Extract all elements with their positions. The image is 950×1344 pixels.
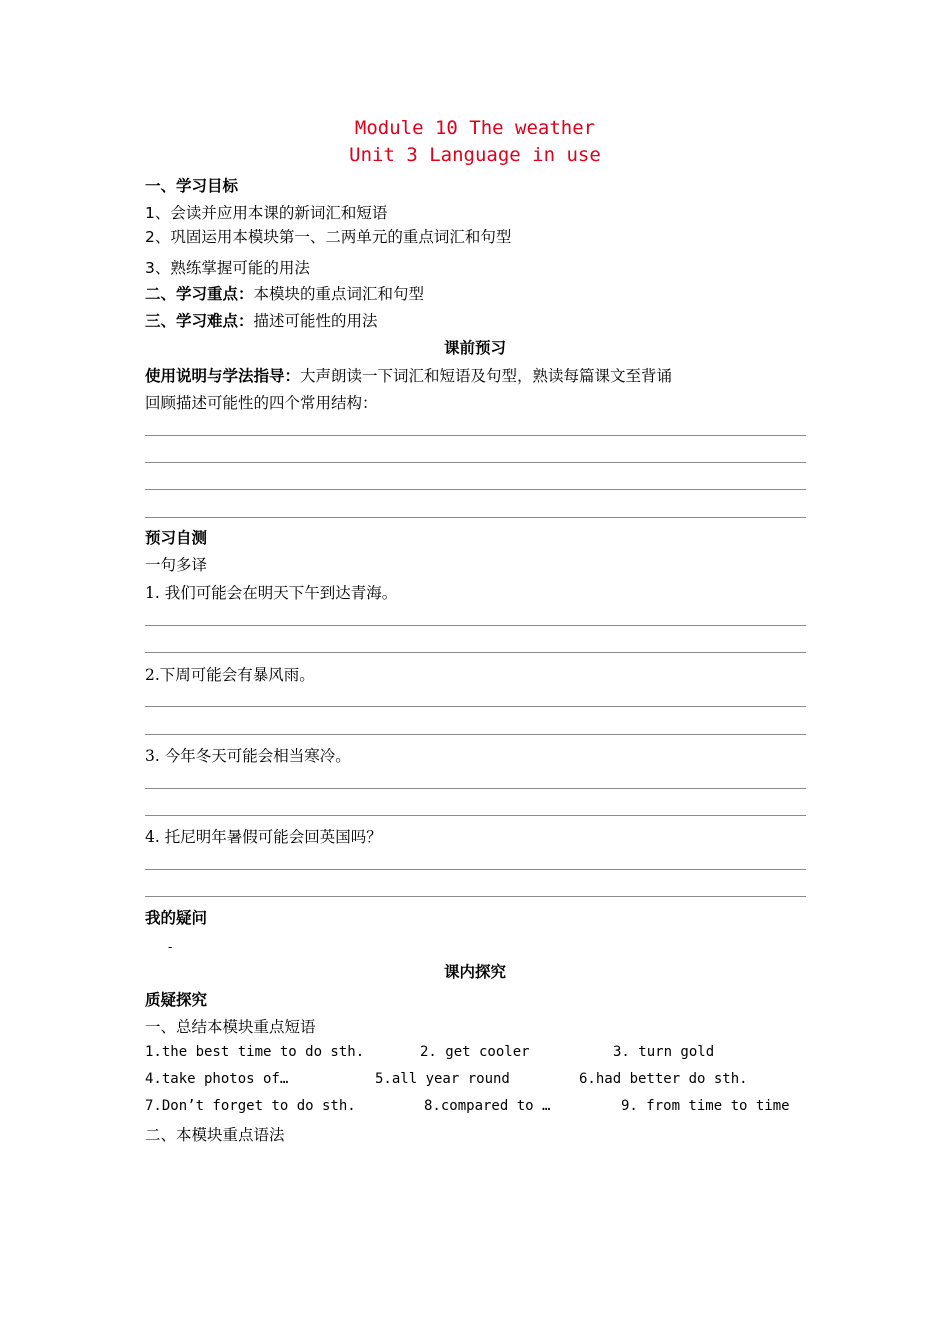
answer-line[interactable] xyxy=(145,869,806,870)
questions-dash: - xyxy=(168,940,173,954)
phrase-item: 8.compared to … xyxy=(424,1098,551,1114)
phrases-heading: 一、总结本模块重点短语 xyxy=(145,1018,316,1036)
module-title: Module 10 The weather xyxy=(354,117,596,139)
goals-heading: 一、学习目标 xyxy=(145,177,239,195)
item-text: 今年冬天可能会相当寒冷。 xyxy=(164,747,351,765)
item-number: 4. xyxy=(145,828,160,846)
answer-line[interactable] xyxy=(145,489,806,490)
instruction-label: 使用说明与学法指导： xyxy=(145,367,301,385)
item-number: 1. xyxy=(145,584,160,602)
phrase-item: 7.Don’t forget to do sth. xyxy=(145,1098,356,1114)
phrase-item: 6.had better do sth. xyxy=(579,1071,748,1087)
phrase-item: 3. turn gold xyxy=(613,1044,715,1060)
answer-line[interactable] xyxy=(145,652,806,653)
difficulties-text: 描述可能性的用法 xyxy=(253,312,378,330)
key-points-text: 本模块的重点词汇和句型 xyxy=(253,285,425,303)
difficulties xyxy=(145,309,378,331)
item-number: 2. xyxy=(145,666,160,684)
recall-prompt: 回顾描述可能性的四个常用结构： xyxy=(145,394,378,412)
answer-line[interactable] xyxy=(145,896,806,897)
answer-line[interactable] xyxy=(145,435,806,436)
translation-item-4 xyxy=(145,825,382,847)
translation-item-1 xyxy=(145,581,397,603)
in-class-heading: 课内探究 xyxy=(443,963,506,981)
grammar-heading: 二、本模块重点语法 xyxy=(145,1126,285,1144)
item-text: 我们可能会在明天下午到达青海。 xyxy=(164,584,398,602)
translation-item-3 xyxy=(145,744,351,766)
self-test-subheading: 一句多译 xyxy=(145,556,208,574)
goal-item: 2、巩固运用本模块第一、二两单元的重点词汇和句型 xyxy=(145,228,512,246)
questions-heading: 我的疑问 xyxy=(145,909,208,927)
in-class-subheading: 质疑探究 xyxy=(145,991,208,1009)
phrase-item: 4.take photos of… xyxy=(145,1071,289,1087)
preview-instruction xyxy=(145,364,672,386)
answer-line[interactable] xyxy=(145,625,806,626)
difficulties-label: 三、学习难点： xyxy=(145,312,254,330)
phrase-item: 5.all year round xyxy=(375,1071,510,1087)
answer-line[interactable] xyxy=(145,734,806,735)
answer-line[interactable] xyxy=(145,517,806,518)
instruction-text: 大声朗读一下词汇和短语及句型，熟读每篇课文至背诵 xyxy=(300,367,673,385)
answer-line[interactable] xyxy=(145,462,806,463)
answer-line[interactable] xyxy=(145,815,806,816)
phrase-item: 1.the best time to do sth. xyxy=(145,1044,365,1060)
item-number: 3. xyxy=(145,747,160,765)
goal-item: 3、熟练掌握可能的用法 xyxy=(145,259,310,277)
goal-item: 1、会读并应用本课的新词汇和短语 xyxy=(145,204,388,222)
translation-item-2 xyxy=(145,663,315,685)
answer-line[interactable] xyxy=(145,788,806,789)
item-text: 下周可能会有暴风雨。 xyxy=(159,666,315,684)
unit-title: Unit 3 Language in use xyxy=(349,144,601,166)
self-test-heading: 预习自测 xyxy=(145,529,208,547)
answer-line[interactable] xyxy=(145,706,806,707)
key-points xyxy=(145,282,424,304)
phrase-item: 2. get cooler xyxy=(420,1044,530,1060)
phrase-item: 9. from time to time xyxy=(621,1098,790,1114)
preview-heading: 课前预习 xyxy=(443,339,506,357)
item-text: 托尼明年暑假可能会回英国吗？ xyxy=(164,828,382,846)
key-points-label: 二、学习重点： xyxy=(145,285,254,303)
